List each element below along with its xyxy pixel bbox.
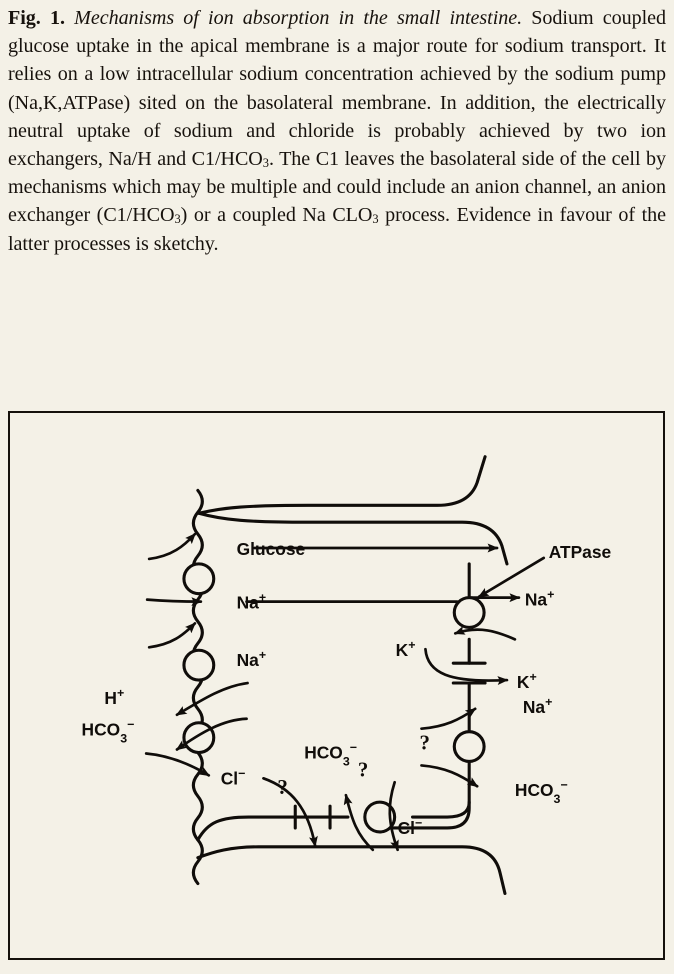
bottom-space-upper-line-right xyxy=(413,802,470,817)
label-hco3-intracellular: $HCO_3^-$ xyxy=(304,740,358,769)
caption-sub-1: 3 xyxy=(262,156,269,171)
caption-body-1: Sodium coupled glucose uptake in the apical membrane is a major route for sodium transport. It relies on a low intracellular sodium concentration achieved by the sodium pump (Na,K,ATPase) sited on the basolateral membrane. In addition, the electrically neutral uptake of sodium and chloride is probably achieved by two ion exchangers, Na/H and C1/HCO xyxy=(8,7,666,171)
nhe-circle xyxy=(184,650,214,680)
figure-number: Fig. 1. xyxy=(8,7,65,29)
label-cl-exchanger: Cl− xyxy=(397,815,423,838)
sodium-bicarbonate-cotransporter xyxy=(421,709,484,786)
na-uptake-arc xyxy=(149,623,195,647)
caption-body-2: . The C1 leaves the basolateral side of the cell by mechanisms which may be multiple and could include an anion channel, an anion exchanger (C1/HCO xyxy=(8,148,666,227)
label-cl-apical: Cl− xyxy=(220,766,246,789)
caption-sub-3: 3 xyxy=(372,212,379,227)
label-hco3-basal: $HCO_3^-$ xyxy=(514,778,568,807)
label-question-1: ? xyxy=(277,775,288,800)
k-recirculation-arc xyxy=(425,649,507,680)
h-efflux-arc xyxy=(177,683,248,715)
label-k-basal: K+ xyxy=(516,669,537,692)
label-question-3: ? xyxy=(419,730,430,755)
label-atpase: ATPase xyxy=(548,541,612,562)
apical-membrane-wavy-line xyxy=(193,490,202,883)
figure-frame xyxy=(8,411,665,960)
chloride-bicarbonate-exchanger-basal xyxy=(346,782,398,850)
glucose-transport-arc xyxy=(149,534,195,559)
atpase-circle xyxy=(454,598,484,628)
ion-absorption-diagram xyxy=(10,413,663,958)
nbc-circle xyxy=(454,732,484,762)
bottom-space-lower-line xyxy=(198,847,505,894)
label-na-apical-1: Na+ xyxy=(236,590,267,613)
label-na-basal-2: Na+ xyxy=(522,694,553,717)
cl-anion-channel-arrow xyxy=(263,778,315,846)
caption-body-3: ) or a coupled Na CLO xyxy=(180,204,373,227)
chloride-anion-channel-flow xyxy=(263,778,315,846)
caption-body-4: process. Evidence in favour of the latter processes is sketchy. xyxy=(8,204,666,255)
atpase-k-influx-arc xyxy=(455,630,515,640)
ae-apical-circle xyxy=(184,723,214,753)
figure-title: Mechanisms of ion absorption in the small intestine. xyxy=(74,7,523,29)
lateral-space-upper-line xyxy=(199,457,485,514)
label-hco3-apical: $HCO_3^-$ xyxy=(81,717,135,746)
label-k-intracellular: K+ xyxy=(395,638,416,661)
figure-caption xyxy=(8,4,666,258)
label-question-2: ? xyxy=(357,757,369,782)
label-h-ion: H+ xyxy=(104,685,125,708)
apical-membrane xyxy=(193,490,202,883)
chloride-bicarbonate-exchanger-apical xyxy=(146,719,246,776)
label-glucose: Glucose xyxy=(236,538,306,559)
bottom-space-upper-line xyxy=(198,817,348,840)
sglt-circle xyxy=(184,564,214,594)
sodium-transport-arc xyxy=(147,600,201,602)
label-na-basal-1: Na+ xyxy=(524,587,555,610)
caption-sub-2: 3 xyxy=(174,212,181,227)
nbc-na-efflux-arc xyxy=(421,709,475,729)
sodium-hydrogen-exchanger xyxy=(149,623,247,714)
label-na-apical-2: Na+ xyxy=(236,648,267,671)
